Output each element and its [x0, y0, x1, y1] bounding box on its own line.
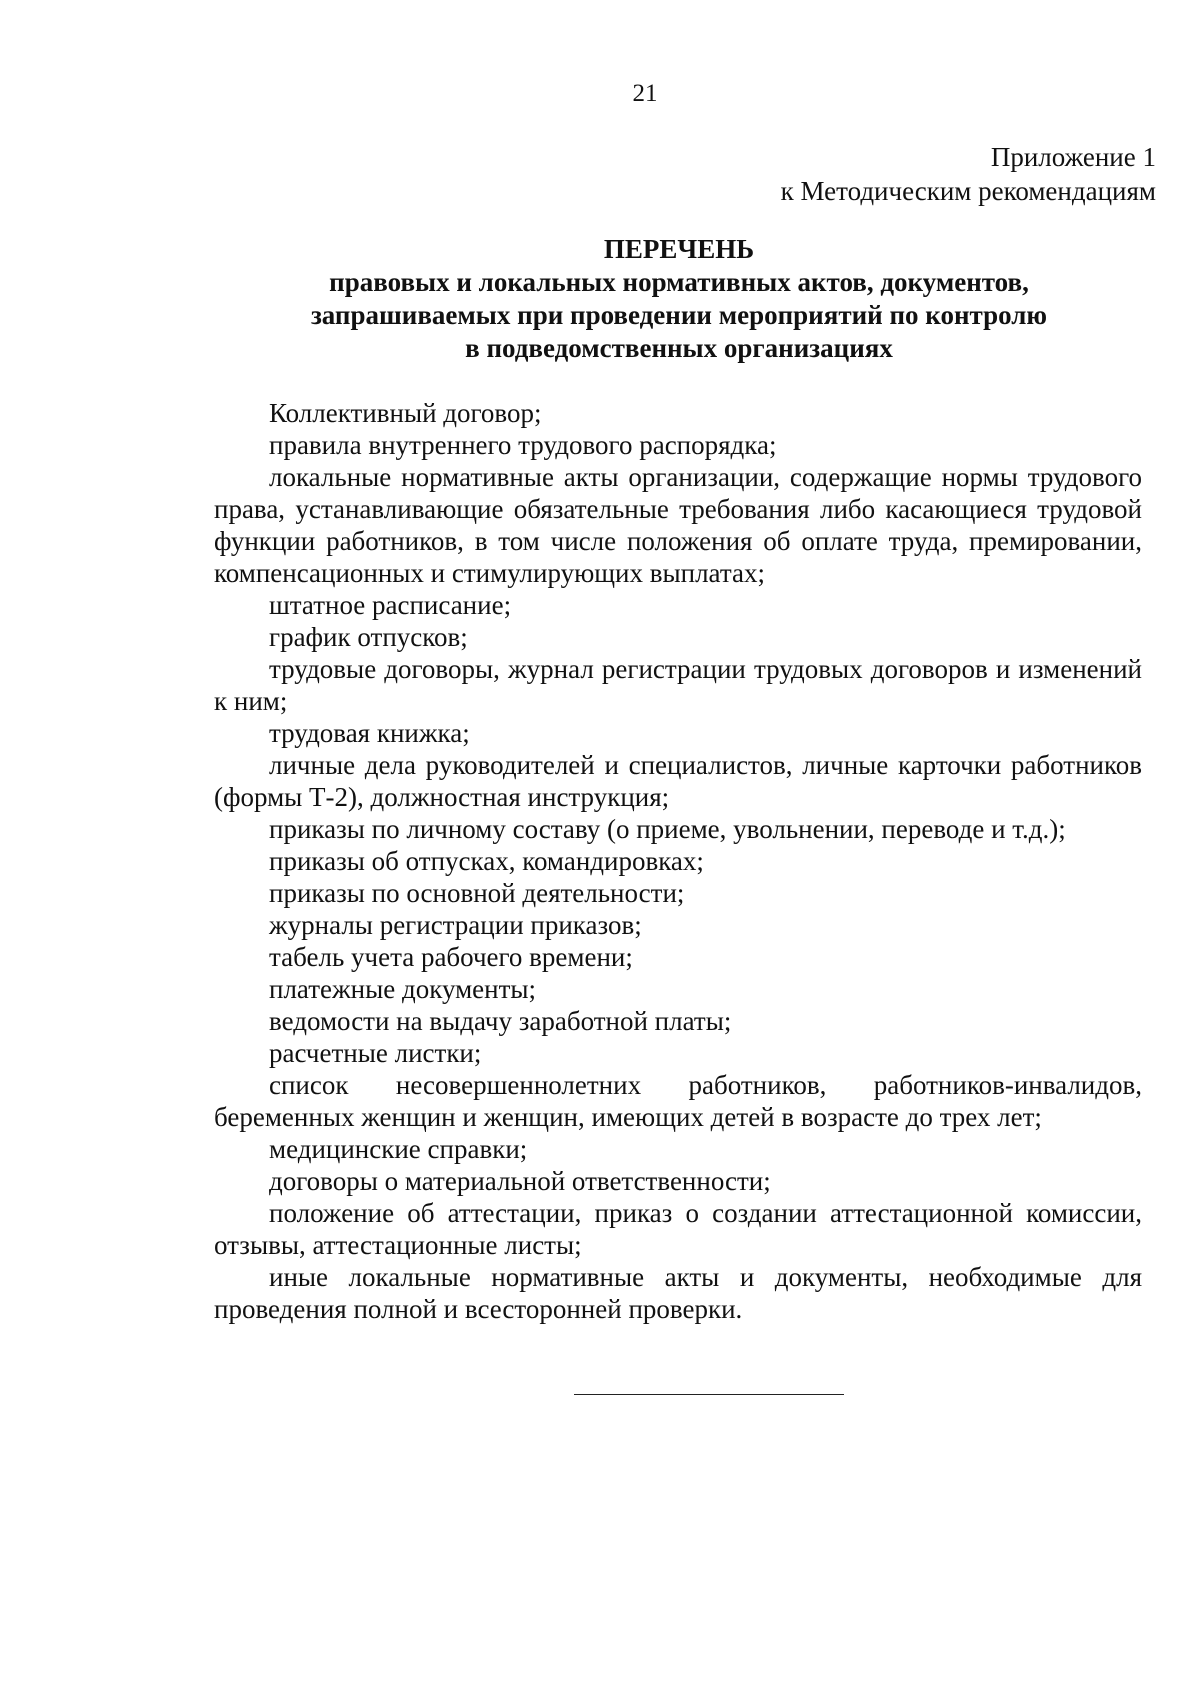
list-item: приказы по основной деятельности;: [269, 878, 685, 908]
list-item: список несовершеннолетних работников, работников-инвалидов, беременных женщин и женщин, имеющих детей в возрасте до трех лет;: [214, 1070, 1142, 1132]
heading-line-2: запрашиваемых при проведении мероприятий по контролю: [310, 300, 1048, 330]
list-item: иные локальные нормативные акты и документы, необходимые для проведения полной и всесторонней проверки.: [214, 1262, 1142, 1324]
heading-line-3: в подведомственных организациях: [465, 333, 893, 363]
appendix-line-2: к Методическим рекомендациям: [780, 176, 1156, 206]
list-item: договоры о материальной ответственности;: [269, 1166, 771, 1196]
list-item: трудовая книжка;: [269, 718, 470, 748]
closing-divider: [574, 1394, 844, 1395]
heading-line-1: правовых и локальных нормативных актов, документов,: [329, 267, 1029, 297]
list-item: платежные документы;: [269, 974, 537, 1004]
appendix-label: [781, 140, 1156, 208]
list-item: медицинские справки;: [269, 1134, 528, 1164]
list-item: штатное расписание;: [269, 590, 512, 620]
list-item: журналы регистрации приказов;: [269, 910, 642, 940]
list-item: ведомости на выдачу заработной платы;: [269, 1006, 732, 1036]
heading-title: ПЕРЕЧЕНЬ: [603, 234, 755, 264]
document-list: [214, 397, 1142, 1325]
list-item: табель учета рабочего времени;: [269, 942, 633, 972]
appendix-line-1: Приложение 1: [990, 142, 1156, 172]
list-item: Коллективный договор;: [269, 398, 542, 428]
list-item: положение об аттестации, приказ о создании аттестационной комиссии, отзывы, аттестационные листы;: [214, 1198, 1142, 1260]
list-item: личные дела руководителей и специалистов, личные карточки работников (формы Т-2), должностная инструкция;: [214, 750, 1142, 812]
document-heading: [214, 233, 1144, 365]
page-number: 21: [632, 80, 658, 107]
list-item: приказы по личному составу (о приеме, увольнении, переводе и т.д.);: [269, 814, 1066, 844]
list-item: правила внутреннего трудового распорядка;: [269, 430, 777, 460]
list-item: расчетные листки;: [269, 1038, 482, 1068]
list-item: график отпусков;: [269, 622, 468, 652]
list-item: приказы об отпусках, командировках;: [269, 846, 704, 876]
list-item: локальные нормативные акты организации, содержащие нормы трудового права, устанавливающие обязательные требования либо касающиеся трудовой функции работников, в том числе положения об оплате труда, премировании, компенсационных и стимулирующих выплатах;: [214, 462, 1142, 588]
list-item: трудовые договоры, журнал регистрации трудовых договоров и изменений к ним;: [214, 654, 1142, 716]
